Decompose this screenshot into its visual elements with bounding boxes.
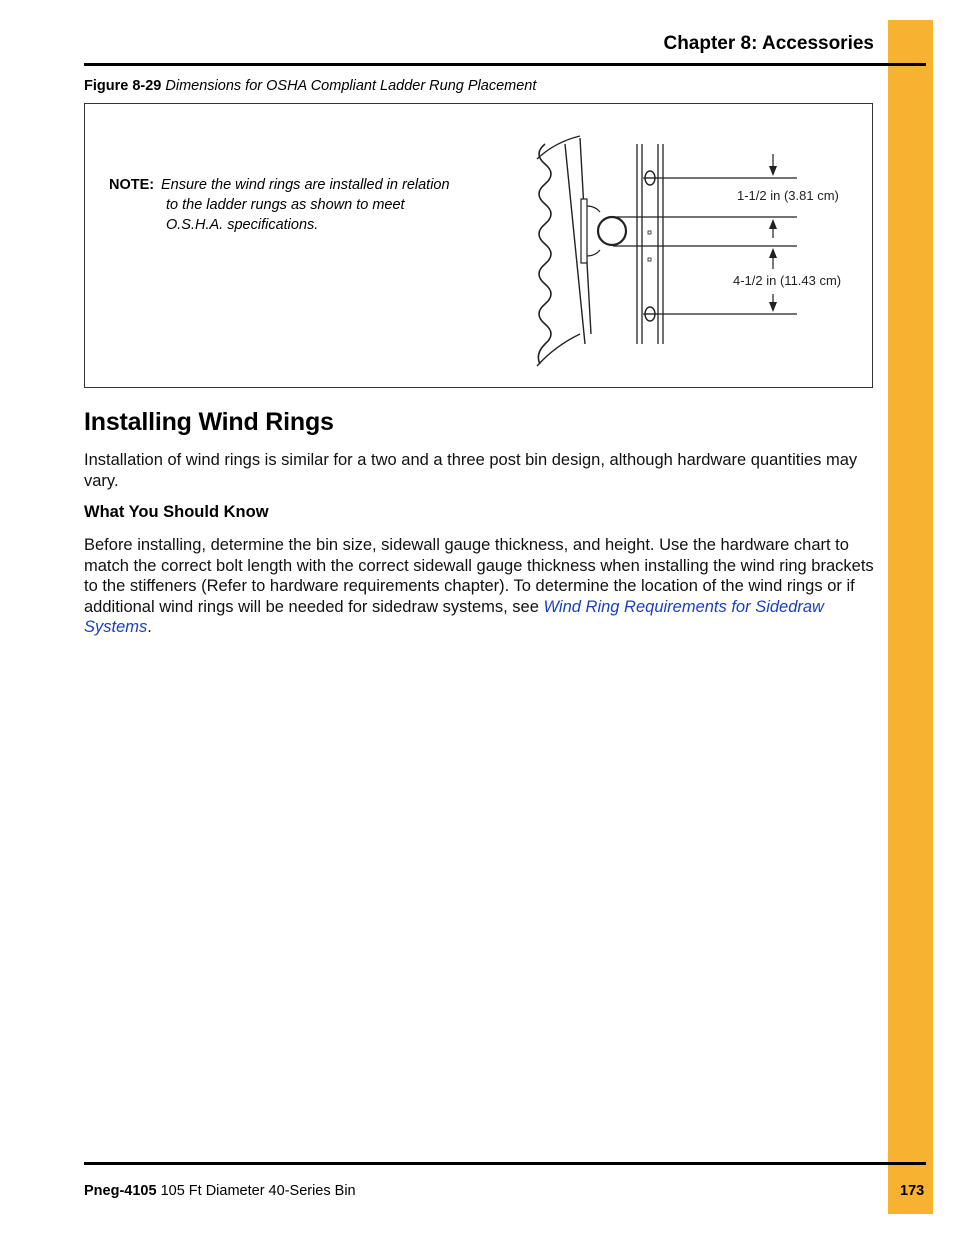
note-text: Ensure the wind rings are installed in relation to the ladder rungs as shown to meet O.S.H.A. specifications. (161, 177, 450, 233)
body-text-end: . (147, 618, 152, 636)
chapter-title: Chapter 8: Accessories (663, 33, 874, 54)
body-text: Before installing, determine the bin size, sidewall gauge thickness, and height. Use the hardware chart to match the correct bolt length with the correct sidewall gauge thickness when installing the wind ring brackets to the stiffeners (Refer to hardware requirements chapter). To determine the location of the wind rings or if additional wind rings will be needed for sidedraw systems, see (84, 536, 874, 616)
figure-label: Figure 8-29 (84, 78, 162, 94)
page-number: 173 (900, 1183, 925, 1199)
footer-rule (84, 1162, 926, 1165)
figure-box (84, 103, 873, 388)
subheading: What You Should Know (84, 503, 269, 521)
sidewall-bottom (537, 334, 580, 366)
header-rule (84, 63, 926, 66)
footer-doc (84, 1183, 356, 1199)
body-paragraph (84, 535, 874, 638)
dimension-label-1: 1-1/2 in (3.81 cm) (737, 188, 839, 203)
footer-doc-id: Pneg-4105 (84, 1183, 157, 1199)
intro-paragraph: Installation of wind rings is similar for a two and a three post bin design, although hardware quantities may vary. (84, 451, 858, 490)
figure-caption-text: Dimensions for OSHA Compliant Ladder Rung Placement (165, 78, 537, 94)
ladder-rung-diagram (525, 134, 865, 374)
footer-doc-title: 105 Ft Diameter 40-Series Bin (156, 1183, 356, 1199)
sidewall-top (537, 136, 580, 159)
dimension-label-2: 4-1/2 in (11.43 cm) (733, 273, 842, 288)
figure-note (109, 175, 454, 235)
note-label: NOTE: (109, 177, 155, 193)
wind-ring-requirements-link[interactable]: Wind Ring Requirements for Sidedraw Systems (84, 597, 824, 636)
figure-caption (84, 78, 536, 94)
wind-ring (598, 217, 626, 245)
section-title: Installing Wind Rings (84, 408, 334, 436)
chapter-side-tab (888, 20, 933, 1214)
sidewall-corrugation (538, 144, 551, 364)
